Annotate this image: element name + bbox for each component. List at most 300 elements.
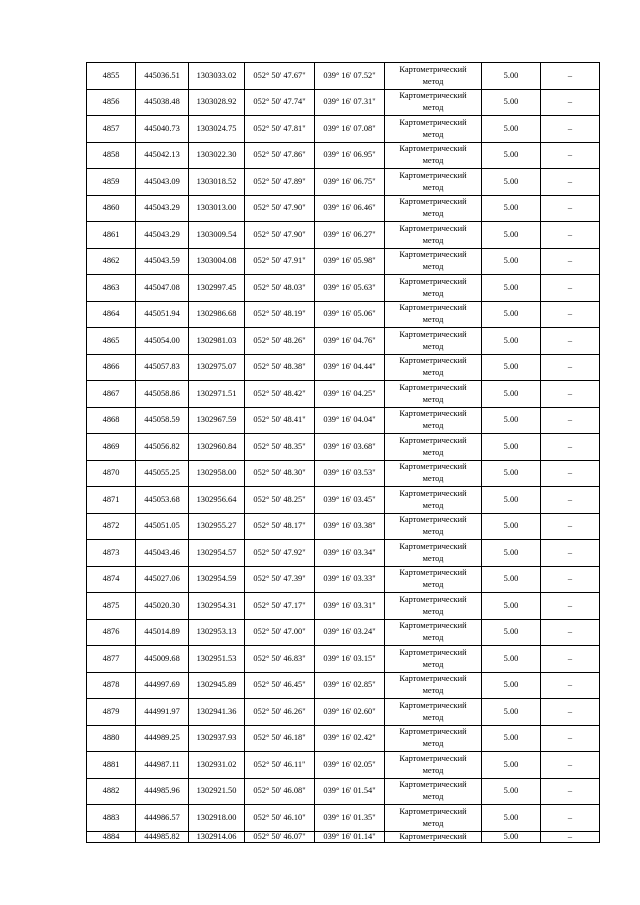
precision-cell: 5.00 — [482, 805, 541, 832]
method-label-line2: метод — [422, 368, 444, 378]
point-number-cell: 4855 — [87, 63, 136, 90]
precision-cell: 5.00 — [482, 540, 541, 567]
method-label-line2: метод — [422, 209, 444, 219]
point-number-cell: 4856 — [87, 89, 136, 116]
table-row — [87, 195, 600, 222]
point-number-cell: 4869 — [87, 434, 136, 461]
latitude-cell: 052° 50' 48.17" — [245, 513, 315, 540]
method-label-line1: Картометрический — [399, 91, 467, 101]
method-label-line2: метод — [422, 659, 444, 669]
table-row — [87, 699, 600, 726]
longitude-cell: 039° 16' 01.54" — [315, 778, 385, 805]
method-label-line1: Картометрический — [399, 462, 467, 472]
method-label-line1: Картометрический — [399, 568, 467, 578]
precision-cell: 5.00 — [482, 487, 541, 514]
table-row — [87, 407, 600, 434]
method-label-line1: Картометрический — [399, 356, 467, 366]
precision-cell: 5.00 — [482, 699, 541, 726]
longitude-cell: 039° 16' 01.14" — [315, 831, 385, 842]
description-cell: – — [541, 434, 600, 461]
y-coordinate-cell: 1303009.54 — [189, 222, 245, 249]
x-coordinate-cell: 445040.73 — [136, 116, 189, 143]
description-cell: – — [541, 195, 600, 222]
point-number-cell: 4884 — [87, 831, 136, 842]
method-cell — [385, 248, 482, 275]
method-cell — [385, 752, 482, 779]
y-coordinate-cell: 1303022.30 — [189, 142, 245, 169]
method-cell — [385, 89, 482, 116]
table-row — [87, 328, 600, 355]
point-number-cell: 4874 — [87, 566, 136, 593]
x-coordinate-cell: 445047.08 — [136, 275, 189, 302]
table-row — [87, 116, 600, 143]
method-cell — [385, 381, 482, 408]
precision-cell: 5.00 — [482, 354, 541, 381]
point-number-cell: 4879 — [87, 699, 136, 726]
method-label-line2: метод — [422, 712, 444, 722]
method-cell — [385, 593, 482, 620]
description-cell: – — [541, 672, 600, 699]
point-number-cell: 4882 — [87, 778, 136, 805]
precision-cell: 5.00 — [482, 222, 541, 249]
description-cell: – — [541, 328, 600, 355]
point-number-cell: 4864 — [87, 301, 136, 328]
point-number-cell: 4880 — [87, 725, 136, 752]
x-coordinate-cell: 445043.09 — [136, 169, 189, 196]
point-number-cell: 4872 — [87, 513, 136, 540]
x-coordinate-cell: 445054.00 — [136, 328, 189, 355]
latitude-cell: 052° 50' 46.18" — [245, 725, 315, 752]
point-number-cell: 4881 — [87, 752, 136, 779]
method-label-line2: метод — [422, 315, 444, 325]
table-row — [87, 169, 600, 196]
table-row — [87, 142, 600, 169]
method-cell — [385, 169, 482, 196]
method-label-line2: метод — [422, 527, 444, 537]
latitude-cell: 052° 50' 48.38" — [245, 354, 315, 381]
method-label-line1: Картометрический — [399, 621, 467, 631]
x-coordinate-cell: 445027.06 — [136, 566, 189, 593]
precision-cell: 5.00 — [482, 593, 541, 620]
method-label-line1: Картометрический — [399, 197, 467, 207]
point-number-cell: 4862 — [87, 248, 136, 275]
method-label-line1: Картометрический — [399, 727, 467, 737]
y-coordinate-cell: 1302956.64 — [189, 487, 245, 514]
description-cell: – — [541, 831, 600, 842]
longitude-cell: 039° 16' 01.35" — [315, 805, 385, 832]
precision-cell: 5.00 — [482, 195, 541, 222]
longitude-cell: 039° 16' 03.33" — [315, 566, 385, 593]
method-label-line2: метод — [422, 606, 444, 616]
method-label-line2: метод — [422, 262, 444, 272]
method-cell — [385, 513, 482, 540]
description-cell: – — [541, 540, 600, 567]
table-row — [87, 540, 600, 567]
precision-cell: 5.00 — [482, 301, 541, 328]
point-number-cell: 4861 — [87, 222, 136, 249]
y-coordinate-cell: 1302954.31 — [189, 593, 245, 620]
method-label-line1: Картометрический — [399, 144, 467, 154]
longitude-cell: 039° 16' 05.06" — [315, 301, 385, 328]
latitude-cell: 052° 50' 46.10" — [245, 805, 315, 832]
point-number-cell: 4868 — [87, 407, 136, 434]
table-row — [87, 619, 600, 646]
y-coordinate-cell: 1303018.52 — [189, 169, 245, 196]
y-coordinate-cell: 1302921.50 — [189, 778, 245, 805]
latitude-cell: 052° 50' 46.07" — [245, 831, 315, 842]
latitude-cell: 052° 50' 46.08" — [245, 778, 315, 805]
precision-cell: 5.00 — [482, 381, 541, 408]
method-label-line2: метод — [422, 129, 444, 139]
longitude-cell: 039° 16' 03.53" — [315, 460, 385, 487]
table-row — [87, 805, 600, 832]
precision-cell: 5.00 — [482, 248, 541, 275]
method-cell — [385, 328, 482, 355]
method-label-line2: метод — [422, 76, 444, 86]
table-row — [87, 513, 600, 540]
description-cell: – — [541, 89, 600, 116]
description-cell: – — [541, 381, 600, 408]
longitude-cell: 039° 16' 03.45" — [315, 487, 385, 514]
precision-cell: 5.00 — [482, 831, 541, 842]
latitude-cell: 052° 50' 48.19" — [245, 301, 315, 328]
description-cell: – — [541, 116, 600, 143]
method-label-line1: Картометрический — [399, 276, 467, 286]
x-coordinate-cell: 444991.97 — [136, 699, 189, 726]
table-row — [87, 63, 600, 90]
longitude-cell: 039° 16' 06.46" — [315, 195, 385, 222]
latitude-cell: 052° 50' 48.42" — [245, 381, 315, 408]
x-coordinate-cell: 444985.96 — [136, 778, 189, 805]
method-label-line1: Картометрический — [399, 409, 467, 419]
method-label-line2: метод — [422, 235, 444, 245]
x-coordinate-cell: 445038.48 — [136, 89, 189, 116]
latitude-cell: 052° 50' 47.89" — [245, 169, 315, 196]
method-cell — [385, 831, 482, 842]
longitude-cell: 039° 16' 05.98" — [315, 248, 385, 275]
latitude-cell: 052° 50' 48.03" — [245, 275, 315, 302]
method-cell — [385, 566, 482, 593]
longitude-cell: 039° 16' 04.25" — [315, 381, 385, 408]
method-cell — [385, 725, 482, 752]
longitude-cell: 039° 16' 04.44" — [315, 354, 385, 381]
method-label-line2: метод — [422, 818, 444, 828]
precision-cell: 5.00 — [482, 63, 541, 90]
y-coordinate-cell: 1302918.00 — [189, 805, 245, 832]
method-cell — [385, 460, 482, 487]
method-label-line1: Картометрический — [399, 780, 467, 790]
latitude-cell: 052° 50' 46.26" — [245, 699, 315, 726]
table-row — [87, 301, 600, 328]
y-coordinate-cell: 1303004.08 — [189, 248, 245, 275]
method-cell — [385, 301, 482, 328]
description-cell: – — [541, 725, 600, 752]
latitude-cell: 052° 50' 48.30" — [245, 460, 315, 487]
method-label-line1: Картометрический — [399, 170, 467, 180]
method-label-line1: Картометрический — [399, 674, 467, 684]
latitude-cell: 052° 50' 47.91" — [245, 248, 315, 275]
method-label-line1: Картометрический — [399, 647, 467, 657]
method-label-line2: метод — [422, 739, 444, 749]
longitude-cell: 039° 16' 06.95" — [315, 142, 385, 169]
method-label-line2: метод — [422, 686, 444, 696]
method-label-line2: метод — [422, 580, 444, 590]
method-label-line2: метод — [422, 474, 444, 484]
description-cell: – — [541, 354, 600, 381]
longitude-cell: 039° 16' 03.68" — [315, 434, 385, 461]
latitude-cell: 052° 50' 47.86" — [245, 142, 315, 169]
precision-cell: 5.00 — [482, 725, 541, 752]
method-label-line1: Картометрический — [399, 541, 467, 551]
method-cell — [385, 116, 482, 143]
x-coordinate-cell: 445043.29 — [136, 222, 189, 249]
longitude-cell: 039° 16' 06.27" — [315, 222, 385, 249]
longitude-cell: 039° 16' 02.85" — [315, 672, 385, 699]
y-coordinate-cell: 1302975.07 — [189, 354, 245, 381]
method-label-line1: Картометрический — [399, 488, 467, 498]
method-cell — [385, 63, 482, 90]
latitude-cell: 052° 50' 48.35" — [245, 434, 315, 461]
latitude-cell: 052° 50' 47.81" — [245, 116, 315, 143]
latitude-cell: 052° 50' 46.83" — [245, 646, 315, 673]
method-label-line1: Картометрический — [399, 435, 467, 445]
description-cell: – — [541, 805, 600, 832]
method-cell — [385, 540, 482, 567]
x-coordinate-cell: 445058.86 — [136, 381, 189, 408]
x-coordinate-cell: 444989.25 — [136, 725, 189, 752]
coordinates-table-body — [87, 63, 600, 843]
method-label-line2: метод — [422, 765, 444, 775]
point-number-cell: 4871 — [87, 487, 136, 514]
method-label-line1: Картометрический — [399, 382, 467, 392]
method-label-line2: метод — [422, 792, 444, 802]
y-coordinate-cell: 1302971.51 — [189, 381, 245, 408]
description-cell: – — [541, 407, 600, 434]
method-cell — [385, 487, 482, 514]
description-cell: – — [541, 222, 600, 249]
method-label-line1: Картометрический — [399, 515, 467, 525]
method-cell — [385, 619, 482, 646]
x-coordinate-cell: 445043.29 — [136, 195, 189, 222]
latitude-cell: 052° 50' 47.90" — [245, 195, 315, 222]
y-coordinate-cell: 1303024.75 — [189, 116, 245, 143]
method-label-line2: метод — [422, 421, 444, 431]
point-number-cell: 4865 — [87, 328, 136, 355]
latitude-cell: 052° 50' 47.74" — [245, 89, 315, 116]
x-coordinate-cell: 445036.51 — [136, 63, 189, 90]
point-number-cell: 4870 — [87, 460, 136, 487]
precision-cell: 5.00 — [482, 646, 541, 673]
point-number-cell: 4867 — [87, 381, 136, 408]
longitude-cell: 039° 16' 02.05" — [315, 752, 385, 779]
point-number-cell: 4873 — [87, 540, 136, 567]
precision-cell: 5.00 — [482, 169, 541, 196]
method-label-line2: метод — [422, 633, 444, 643]
point-number-cell: 4859 — [87, 169, 136, 196]
method-label-line2: метод — [422, 156, 444, 166]
x-coordinate-cell: 445020.30 — [136, 593, 189, 620]
description-cell: – — [541, 593, 600, 620]
x-coordinate-cell: 445053.68 — [136, 487, 189, 514]
method-label-line1: Картометрический — [399, 806, 467, 816]
x-coordinate-cell: 445042.13 — [136, 142, 189, 169]
method-label-line2: метод — [422, 288, 444, 298]
table-row — [87, 672, 600, 699]
precision-cell: 5.00 — [482, 328, 541, 355]
table-row — [87, 566, 600, 593]
table-row — [87, 752, 600, 779]
method-label-line1: Картометрический — [399, 831, 467, 841]
y-coordinate-cell: 1302960.84 — [189, 434, 245, 461]
longitude-cell: 039° 16' 03.31" — [315, 593, 385, 620]
x-coordinate-cell: 445056.82 — [136, 434, 189, 461]
table-row — [87, 248, 600, 275]
longitude-cell: 039° 16' 06.75" — [315, 169, 385, 196]
description-cell: – — [541, 566, 600, 593]
y-coordinate-cell: 1302951.53 — [189, 646, 245, 673]
point-number-cell: 4883 — [87, 805, 136, 832]
x-coordinate-cell: 444997.69 — [136, 672, 189, 699]
y-coordinate-cell: 1302986.68 — [189, 301, 245, 328]
description-cell: – — [541, 513, 600, 540]
precision-cell: 5.00 — [482, 460, 541, 487]
method-label-line2: метод — [422, 553, 444, 563]
method-label-line1: Картометрический — [399, 303, 467, 313]
x-coordinate-cell: 445057.83 — [136, 354, 189, 381]
method-cell — [385, 142, 482, 169]
precision-cell: 5.00 — [482, 142, 541, 169]
x-coordinate-cell: 445014.89 — [136, 619, 189, 646]
description-cell: – — [541, 699, 600, 726]
point-number-cell: 4875 — [87, 593, 136, 620]
method-label-line1: Картометрический — [399, 329, 467, 339]
x-coordinate-cell: 445058.59 — [136, 407, 189, 434]
y-coordinate-cell: 1302937.93 — [189, 725, 245, 752]
point-number-cell: 4857 — [87, 116, 136, 143]
point-number-cell: 4876 — [87, 619, 136, 646]
precision-cell: 5.00 — [482, 407, 541, 434]
method-cell — [385, 672, 482, 699]
method-label-line1: Картометрический — [399, 700, 467, 710]
latitude-cell: 052° 50' 48.41" — [245, 407, 315, 434]
description-cell: – — [541, 487, 600, 514]
x-coordinate-cell: 444985.82 — [136, 831, 189, 842]
table-row — [87, 222, 600, 249]
y-coordinate-cell: 1302914.06 — [189, 831, 245, 842]
latitude-cell: 052° 50' 47.92" — [245, 540, 315, 567]
point-number-cell: 4866 — [87, 354, 136, 381]
table-row — [87, 778, 600, 805]
latitude-cell: 052° 50' 47.90" — [245, 222, 315, 249]
method-cell — [385, 778, 482, 805]
table-row — [87, 593, 600, 620]
longitude-cell: 039° 16' 07.52" — [315, 63, 385, 90]
table-row — [87, 460, 600, 487]
y-coordinate-cell: 1302958.00 — [189, 460, 245, 487]
y-coordinate-cell: 1302941.36 — [189, 699, 245, 726]
method-label-line2: метод — [422, 103, 444, 113]
x-coordinate-cell: 444987.11 — [136, 752, 189, 779]
precision-cell: 5.00 — [482, 752, 541, 779]
point-number-cell: 4877 — [87, 646, 136, 673]
method-cell — [385, 699, 482, 726]
method-cell — [385, 646, 482, 673]
longitude-cell: 039° 16' 04.76" — [315, 328, 385, 355]
x-coordinate-cell: 445009.68 — [136, 646, 189, 673]
table-row — [87, 381, 600, 408]
description-cell: – — [541, 301, 600, 328]
table-row — [87, 354, 600, 381]
description-cell: – — [541, 275, 600, 302]
x-coordinate-cell: 445043.59 — [136, 248, 189, 275]
method-label-line1: Картометрический — [399, 594, 467, 604]
method-cell — [385, 195, 482, 222]
method-label-line2: метод — [422, 394, 444, 404]
method-cell — [385, 434, 482, 461]
method-label-line1: Картометрический — [399, 223, 467, 233]
longitude-cell: 039° 16' 03.34" — [315, 540, 385, 567]
point-number-cell: 4860 — [87, 195, 136, 222]
method-label-line2: метод — [422, 341, 444, 351]
table-row — [87, 434, 600, 461]
latitude-cell: 052° 50' 47.17" — [245, 593, 315, 620]
method-label-line1: Картометрический — [399, 117, 467, 127]
latitude-cell: 052° 50' 48.25" — [245, 487, 315, 514]
y-coordinate-cell: 1303033.02 — [189, 63, 245, 90]
description-cell: – — [541, 63, 600, 90]
description-cell: – — [541, 460, 600, 487]
latitude-cell: 052° 50' 46.11" — [245, 752, 315, 779]
latitude-cell: 052° 50' 48.26" — [245, 328, 315, 355]
point-number-cell: 4863 — [87, 275, 136, 302]
description-cell: – — [541, 619, 600, 646]
x-coordinate-cell: 445051.94 — [136, 301, 189, 328]
table-row — [87, 725, 600, 752]
longitude-cell: 039° 16' 05.63" — [315, 275, 385, 302]
y-coordinate-cell: 1303028.92 — [189, 89, 245, 116]
method-label-line1: Картометрический — [399, 753, 467, 763]
precision-cell: 5.00 — [482, 778, 541, 805]
method-label-line2: метод — [422, 182, 444, 192]
y-coordinate-cell: 1302954.59 — [189, 566, 245, 593]
table-row — [87, 487, 600, 514]
method-cell — [385, 805, 482, 832]
y-coordinate-cell: 1302953.13 — [189, 619, 245, 646]
precision-cell: 5.00 — [482, 434, 541, 461]
longitude-cell: 039° 16' 03.38" — [315, 513, 385, 540]
longitude-cell: 039° 16' 03.24" — [315, 619, 385, 646]
y-coordinate-cell: 1302981.03 — [189, 328, 245, 355]
x-coordinate-cell: 445055.25 — [136, 460, 189, 487]
precision-cell: 5.00 — [482, 513, 541, 540]
description-cell: – — [541, 778, 600, 805]
method-cell — [385, 222, 482, 249]
y-coordinate-cell: 1302931.02 — [189, 752, 245, 779]
description-cell: – — [541, 248, 600, 275]
method-cell — [385, 354, 482, 381]
precision-cell: 5.00 — [482, 275, 541, 302]
description-cell: – — [541, 752, 600, 779]
method-label-line1: Картометрический — [399, 64, 467, 74]
table-row — [87, 89, 600, 116]
y-coordinate-cell: 1302954.57 — [189, 540, 245, 567]
method-label-line1: Картометрический — [399, 250, 467, 260]
longitude-cell: 039° 16' 03.15" — [315, 646, 385, 673]
description-cell: – — [541, 142, 600, 169]
precision-cell: 5.00 — [482, 566, 541, 593]
method-label-line2: метод — [422, 500, 444, 510]
y-coordinate-cell: 1302967.59 — [189, 407, 245, 434]
